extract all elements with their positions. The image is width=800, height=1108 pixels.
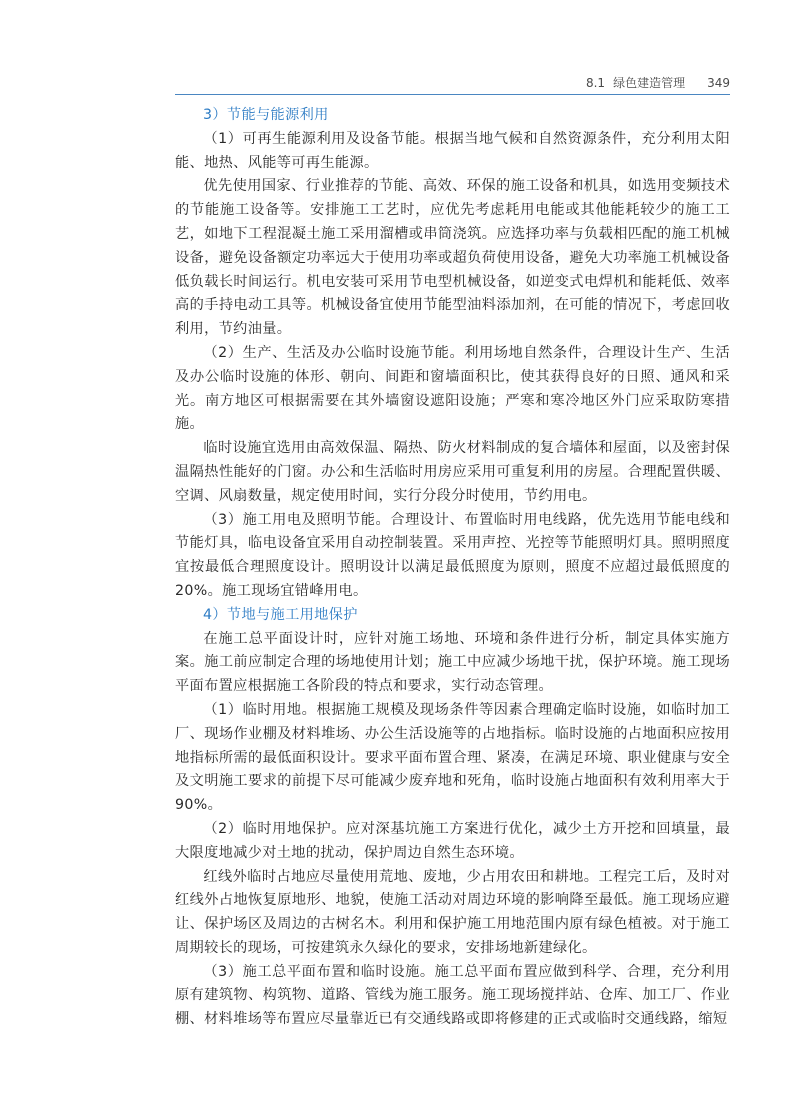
- header-section-number: 8.1: [585, 76, 606, 90]
- paragraph: （2）生产、生活及办公临时设施节能。利用场地自然条件，合理设计生产、生活及办公临时设施的体形、朝向、间距和窗墙面积比，使其获得良好的日照、通风和采光。南方地区可根据需要在其外墙窗设遮阳设施；严寒和寒冷地区外门应采取防寒措施。: [175, 344, 730, 433]
- paragraph: （3）施工用电及照明节能。合理设计、布置临时用电线路，优先选用节能电线和节能灯具，临电设备宜采用自动控制装置。采用声控、光控等节能照明灯具。照明照度宜按最低合理照度设计。照明设计以满足最低照度为原则，照度不应超过最低照度的20%。施工现场宜错峰用电。: [175, 511, 730, 599]
- header-page-number: 349: [707, 76, 730, 90]
- paragraph: 红线外临时占地应尽量使用荒地、废地，少占用农田和耕地。工程完工后，及时对红线外占地恢复原地形、地貌，使施工活动对周边环境的影响降至最低。施工现场应避让、保护场区及周边的古树名木。利用和保护施工用地范围内原有绿色植被。对于施工周期较长的现场，可按建筑永久绿化的要求，安排场地新建绿化。: [175, 868, 730, 956]
- paragraph: （2）临时用地保护。应对深基坑施工方案进行优化，减少土方开挖和回填量，最大限度地减少对土地的扰动，保护周边自然生态环境。: [175, 820, 730, 861]
- paragraph: 临时设施宜选用由高效保温、隔热、防火材料制成的复合墙体和屋面，以及密封保温隔热性能好的门窗。办公和生活临时用房应采用可重复利用的房屋。合理配置供暖、空调、风扇数量，规定使用时间，实行分段分时使用，节约用电。: [175, 440, 730, 504]
- paragraph: （1）临时用地。根据施工规模及现场条件等因素合理确定临时设施，如临时加工厂、现场作业棚及材料堆场、办公生活设施等的占地指标。临时设施的占地面积应按用地指标所需的最低面积设计。要求平面布置合理、紧凑，在满足环境、职业健康与安全及文明施工要求的前提下尽可能减少废弃地和死角，临时设施占地面积有效利用率大于90%。: [175, 701, 730, 814]
- running-header: [175, 74, 730, 91]
- paragraph: （3）施工总平面布置和临时设施。施工总平面布置应做到科学、合理，充分利用原有建筑物、构筑物、道路、管线为施工服务。施工现场搅拌站、仓库、加工厂、作业棚、材料堆场等布置应尽量靠近已有交通线路或即将修建的正式或临时交通线路，缩短: [175, 963, 730, 1028]
- body-text: [175, 104, 730, 1032]
- heading-energy-saving: 3）节能与能源利用: [203, 107, 329, 123]
- paragraph: 在施工总平面设计时，应针对施工场地、环境和条件进行分析，制定具体实施方案。施工前应制定合理的场地使用计划；施工中应减少场地干扰，保护环境。施工现场平面布置应根据施工各阶段的特点和要求，实行动态管理。: [175, 630, 730, 695]
- heading-land-protection: 4）节地与施工用地保护: [203, 606, 358, 623]
- header-section-title: 绿色建造管理: [613, 76, 686, 90]
- paragraph: （1）可再生能源利用及设备节能。根据当地气候和自然资源条件，充分利用太阳能、地热、风能等可再生能源。: [175, 130, 730, 171]
- header-rule: [175, 94, 730, 95]
- paragraph: 优先使用国家、行业推荐的节能、高效、环保的施工设备和机具，如选用变频技术的节能施工设备等。安排施工工艺时，应优先考虑耗用电能或其他能耗较少的施工工艺，如地下工程混凝土施工采用溜槽或串筒浇筑。应选择功率与负载相匹配的施工机械设备，避免设备额定功率远大于使用功率或超负荷使用设备，避免大功率施工机械设备低负载长时间运行。机电安装可采用节电型机械设备，如逆变式电焊机和能耗低、效率高的手持电动工具等。机械设备宜使用节能型油料添加剂，在可能的情况下，考虑回收利用，节约油量。: [175, 178, 730, 338]
